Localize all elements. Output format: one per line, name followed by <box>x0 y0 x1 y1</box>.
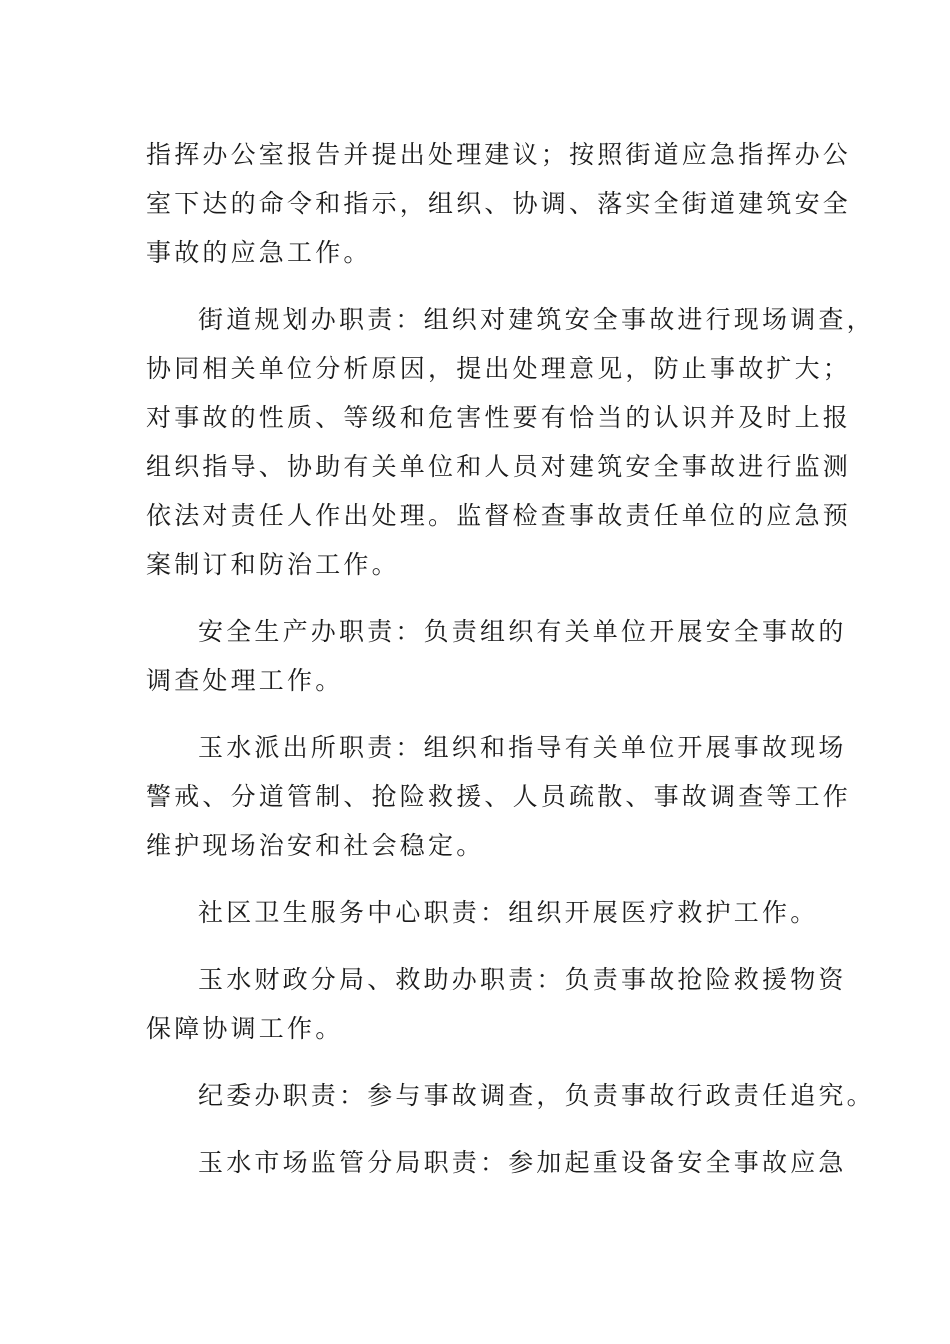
text-line: 玉水市场监管分局职责：参加起重设备安全事故应急 <box>198 1148 847 1177</box>
paragraph-finance-office-duties <box>146 955 847 1053</box>
text-line: 组织指导、协助有关单位和人员对建筑安全事故进行监测 <box>146 452 852 481</box>
text-line: 指挥办公室报告并提出处理建议；按照街道应急指挥办公 <box>146 140 852 169</box>
paragraph-command-office-duties <box>146 130 852 277</box>
text-line: 案制订和防治工作。 <box>146 550 400 579</box>
text-line: 维护现场治安和社会稳定。 <box>146 831 485 860</box>
text-line: 依法对责任人作出处理。监督检查事故责任单位的应急预 <box>146 501 852 530</box>
text-line: 协同相关单位分析原因，提出处理意见，防止事故扩大； <box>146 354 852 383</box>
paragraph-market-supervision-duties <box>146 1138 847 1187</box>
text-line: 社区卫生服务中心职责：组织开展医疗救护工作。 <box>198 898 819 927</box>
paragraph-safety-office-duties <box>146 607 847 705</box>
paragraph-discipline-office-duties <box>146 1071 875 1120</box>
document-body <box>146 130 875 1205</box>
text-line: 街道规划办职责：组织对建筑安全事故进行现场调查， <box>198 305 875 334</box>
text-line: 纪委办职责：参与事故调查，负责事故行政责任追究。 <box>198 1081 875 1110</box>
text-line: 玉水财政分局、救助办职责：负责事故抢险救援物资 <box>198 965 847 994</box>
paragraph-health-center-duties <box>146 888 819 937</box>
text-line: 安全生产办职责：负责组织有关单位开展安全事故的 <box>198 617 847 646</box>
text-line: 调查处理工作。 <box>146 666 344 695</box>
text-line: 室下达的命令和指示，组织、协调、落实全街道建筑安全 <box>146 189 852 218</box>
text-line: 警戒、分道管制、抢险救援、人员疏散、事故调查等工作 <box>146 782 852 811</box>
text-line: 玉水派出所职责：组织和指导有关单位开展事故现场 <box>198 733 847 762</box>
text-line: 事故的应急工作。 <box>146 238 372 267</box>
text-line: 对事故的性质、等级和危害性要有恰当的认识并及时上报 <box>146 403 852 432</box>
paragraph-planning-office-duties <box>146 295 875 589</box>
paragraph-police-station-duties <box>146 723 852 870</box>
text-line: 保障协调工作。 <box>146 1014 344 1043</box>
